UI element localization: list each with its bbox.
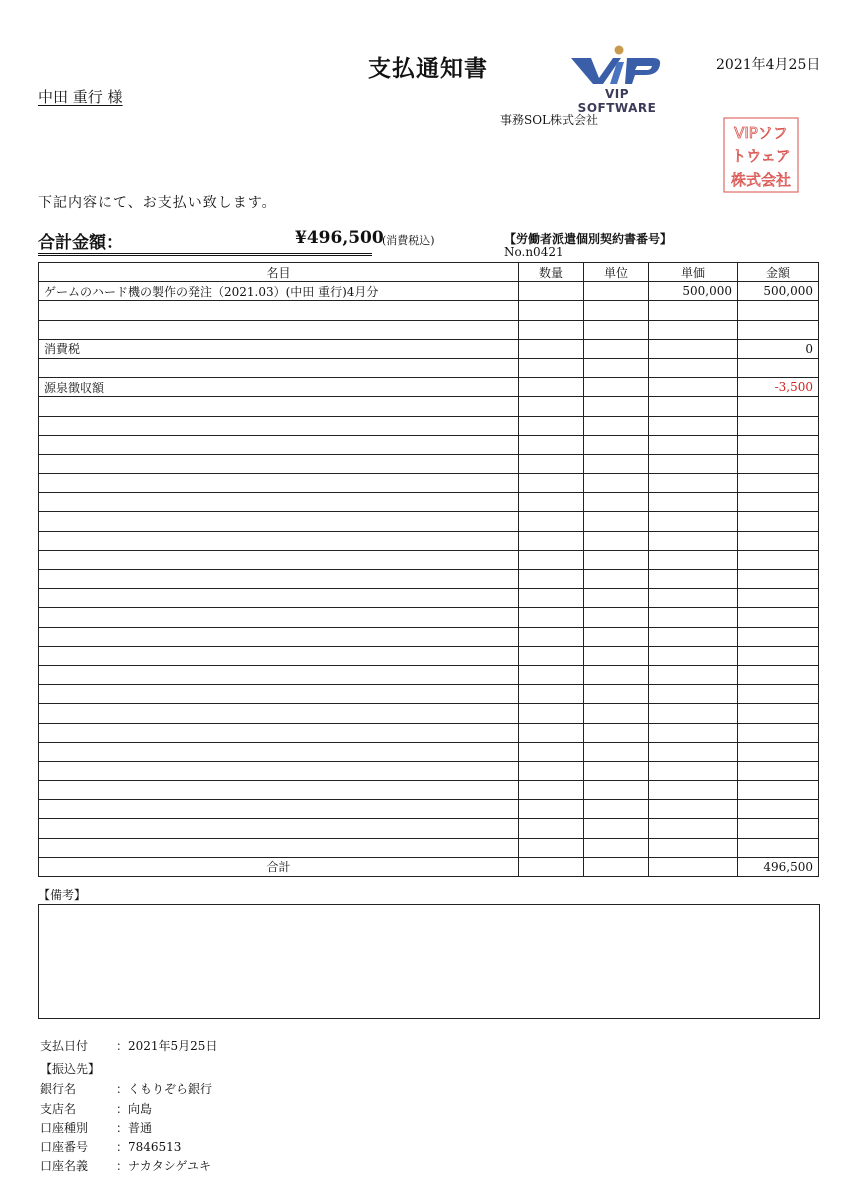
total-row-amount: 496,500 [738,857,819,876]
company-logo [567,44,667,115]
bank-field-label: 口座番号 [40,1140,89,1154]
item-name-cell [39,550,519,569]
item-name-cell [39,416,519,435]
amount-cell [738,665,819,684]
amount-cell [738,570,819,589]
unit-cell [584,704,649,723]
amount-cell [738,397,819,416]
amount-cell [738,493,819,512]
amount-cell [738,531,819,550]
unit-cell [584,742,649,761]
quantity-cell [519,435,584,454]
unit-cell [584,397,649,416]
table-row [39,435,819,454]
table-row [39,474,819,493]
amount-cell [738,301,819,320]
quantity-cell [519,358,584,377]
unit-price-cell [649,301,738,320]
bank-field-label: 口座名義 [40,1159,89,1173]
amount-cell [738,358,819,377]
unit-cell [584,378,649,397]
quantity-cell [519,781,584,800]
svg-text:VIPソフ: VIPソフ [734,124,788,142]
amount-cell: -3,500 [738,378,819,397]
svg-text:トウェア: トウェア [731,147,791,165]
amount-cell [738,761,819,780]
table-row [39,531,819,550]
table-row [39,838,819,857]
total-label: 合計金額： [38,233,123,253]
unit-price-cell [649,378,738,397]
unit-cell [584,320,649,339]
item-name-cell [39,512,519,531]
amount-cell [738,608,819,627]
unit-price-cell [649,819,738,838]
unit-price-cell [649,550,738,569]
item-name-cell [39,397,519,416]
quantity-cell [519,646,584,665]
unit-cell [584,838,649,857]
table-row [39,781,819,800]
amount-cell: 0 [738,339,819,358]
table-body [39,282,819,858]
total-row [39,857,819,876]
recipient-name: 中田 重行 様 [38,88,123,106]
unit-price-cell [649,742,738,761]
quantity-cell [519,627,584,646]
unit-price-cell [649,474,738,493]
table-cell [519,857,584,876]
item-name-cell [39,531,519,550]
table-row [39,608,819,627]
header-quantity: 数量 [519,263,584,282]
document-title: 支払通知書 [368,55,488,82]
issue-date: 2021年4月25日 [716,57,821,73]
unit-price-cell [649,397,738,416]
quantity-cell [519,397,584,416]
unit-cell [584,665,649,684]
unit-cell [584,282,649,301]
unit-price-cell [649,704,738,723]
item-name-cell [39,685,519,704]
unit-cell [584,301,649,320]
unit-cell [584,589,649,608]
amount-cell [738,320,819,339]
item-name-cell [39,665,519,684]
unit-price-cell [649,800,738,819]
item-name-cell [39,742,519,761]
item-name-cell [39,704,519,723]
table-row [39,723,819,742]
amount-cell [738,550,819,569]
unit-cell [584,531,649,550]
unit-price-cell [649,512,738,531]
quantity-cell [519,339,584,358]
amount-cell [738,704,819,723]
amount-cell [738,685,819,704]
bank-field-value: ：向島 [116,1102,153,1116]
quantity-cell [519,378,584,397]
payment-date-value: ：2021年5月25日 [116,1039,218,1053]
item-name-cell [39,301,519,320]
table-row [39,761,819,780]
vip-logo-icon [567,44,667,88]
amount-cell [738,474,819,493]
quantity-cell [519,819,584,838]
table-row [39,339,819,358]
table-row [39,665,819,684]
unit-price-cell [649,435,738,454]
quantity-cell [519,454,584,473]
bank-field-value: ：くもりぞら銀行 [116,1082,213,1096]
remarks-box [38,904,820,1019]
quantity-cell [519,282,584,301]
quantity-cell [519,512,584,531]
item-name-cell: 源泉徴収額 [39,378,519,397]
table-row [39,454,819,473]
unit-cell [584,512,649,531]
unit-cell [584,416,649,435]
unit-price-cell [649,570,738,589]
item-name-cell [39,723,519,742]
table-row [39,704,819,723]
bank-field-label: 銀行名 [40,1082,77,1096]
logo-text: VIP SOFTWARE [577,87,657,115]
item-name-cell [39,435,519,454]
table-row [39,550,819,569]
amount-cell [738,819,819,838]
table-row [39,358,819,377]
quantity-cell [519,685,584,704]
item-name-cell: 消費税 [39,339,519,358]
company-name: 事務SOL株式会社 [500,113,599,127]
table-row [39,800,819,819]
unit-price-cell [649,723,738,742]
bank-heading: 【振込先】 [40,1062,101,1076]
table-row [39,320,819,339]
total-row-label: 合計 [39,857,519,876]
amount-cell: 500,000 [738,282,819,301]
item-name-cell [39,589,519,608]
quantity-cell [519,416,584,435]
item-name-cell [39,761,519,780]
table-row [39,627,819,646]
unit-price-cell [649,531,738,550]
bank-field-value: ：ナカタシゲユキ [116,1159,212,1173]
table-row [39,282,819,301]
quantity-cell [519,742,584,761]
quantity-cell [519,474,584,493]
svg-text:株式会社: 株式会社 [730,171,792,189]
item-name-cell [39,627,519,646]
unit-cell [584,819,649,838]
unit-price-cell [649,416,738,435]
item-name-cell [39,493,519,512]
amount-cell [738,723,819,742]
table-header-row [39,263,819,282]
unit-cell [584,339,649,358]
bank-field-label: 口座種別 [40,1121,89,1135]
amount-cell [738,454,819,473]
quantity-cell [519,723,584,742]
quantity-cell [519,301,584,320]
unit-price-cell [649,339,738,358]
unit-price-cell [649,589,738,608]
amount-cell [738,589,819,608]
quantity-cell [519,800,584,819]
unit-cell [584,493,649,512]
quantity-cell [519,531,584,550]
quantity-cell [519,608,584,627]
unit-price-cell [649,608,738,627]
table-row [39,397,819,416]
contract-number: No.n0421 [504,245,564,259]
table-row [39,819,819,838]
unit-cell [584,608,649,627]
quantity-cell [519,550,584,569]
header-unit: 単位 [584,263,649,282]
item-name-cell [39,838,519,857]
quantity-cell [519,761,584,780]
item-name-cell [39,608,519,627]
table-row [39,512,819,531]
item-name-cell [39,646,519,665]
unit-cell [584,474,649,493]
quantity-cell [519,589,584,608]
amount-cell [738,512,819,531]
unit-cell [584,685,649,704]
item-name-cell [39,320,519,339]
table-row [39,589,819,608]
item-name-cell [39,454,519,473]
unit-cell [584,358,649,377]
amount-cell [738,435,819,454]
header-item-name: 名目 [39,263,519,282]
amount-cell [738,416,819,435]
table-cell [649,857,738,876]
unit-price-cell: 500,000 [649,282,738,301]
header-unit-price: 単価 [649,263,738,282]
amount-cell [738,742,819,761]
amount-cell [738,838,819,857]
table-row [39,646,819,665]
unit-cell [584,454,649,473]
unit-cell [584,800,649,819]
table-row [39,742,819,761]
unit-price-cell [649,685,738,704]
unit-price-cell [649,454,738,473]
unit-cell [584,761,649,780]
remarks-label: 【備考】 [38,888,87,902]
unit-cell [584,627,649,646]
bank-field-line [40,1138,181,1155]
payment-date-line [40,1037,217,1054]
bank-field-line [40,1100,152,1117]
unit-cell [584,570,649,589]
unit-price-cell [649,665,738,684]
unit-price-cell [649,358,738,377]
seal-stamp-icon [722,116,800,194]
item-name-cell [39,358,519,377]
unit-cell [584,781,649,800]
tax-note: (消費税込) [382,234,435,247]
unit-price-cell [649,761,738,780]
total-amount-value: ¥496,500 [295,228,384,248]
company-seal [722,116,800,194]
item-name-cell: ゲームのハード機の製作の発注（2021.03）(中田 重行)4月分 [39,282,519,301]
bank-field-line [40,1119,152,1136]
quantity-cell [519,493,584,512]
table-row [39,416,819,435]
quantity-cell [519,665,584,684]
unit-price-cell [649,838,738,857]
table-row [39,493,819,512]
quantity-cell [519,838,584,857]
bank-field-line [40,1080,212,1097]
payment-date-label: 支払日付 [40,1039,89,1053]
table-cell [584,857,649,876]
contract-number-label: 【労働者派遣個別契約書番号】 [504,232,673,246]
table-row [39,685,819,704]
quantity-cell [519,320,584,339]
table-row [39,301,819,320]
bank-field-line [40,1157,211,1174]
amount-cell [738,627,819,646]
unit-cell [584,550,649,569]
unit-price-cell [649,781,738,800]
header-amount: 金額 [738,263,819,282]
table-row [39,378,819,397]
unit-cell [584,723,649,742]
unit-price-cell [649,646,738,665]
unit-cell [584,646,649,665]
item-name-cell [39,781,519,800]
bank-field-value: ：普通 [116,1121,153,1135]
quantity-cell [519,704,584,723]
line-items-table [38,262,819,877]
item-name-cell [39,800,519,819]
unit-price-cell [649,320,738,339]
unit-cell [584,435,649,454]
unit-price-cell [649,627,738,646]
unit-price-cell [649,493,738,512]
amount-cell [738,781,819,800]
bank-field-label: 支店名 [40,1102,77,1116]
quantity-cell [519,570,584,589]
bank-field-value: ：7846513 [116,1140,182,1154]
item-name-cell [39,474,519,493]
amount-cell [738,646,819,665]
item-name-cell [39,570,519,589]
intro-text: 下記内容にて、お支払い致します。 [38,195,277,211]
item-name-cell [39,819,519,838]
table-row [39,570,819,589]
amount-cell [738,800,819,819]
